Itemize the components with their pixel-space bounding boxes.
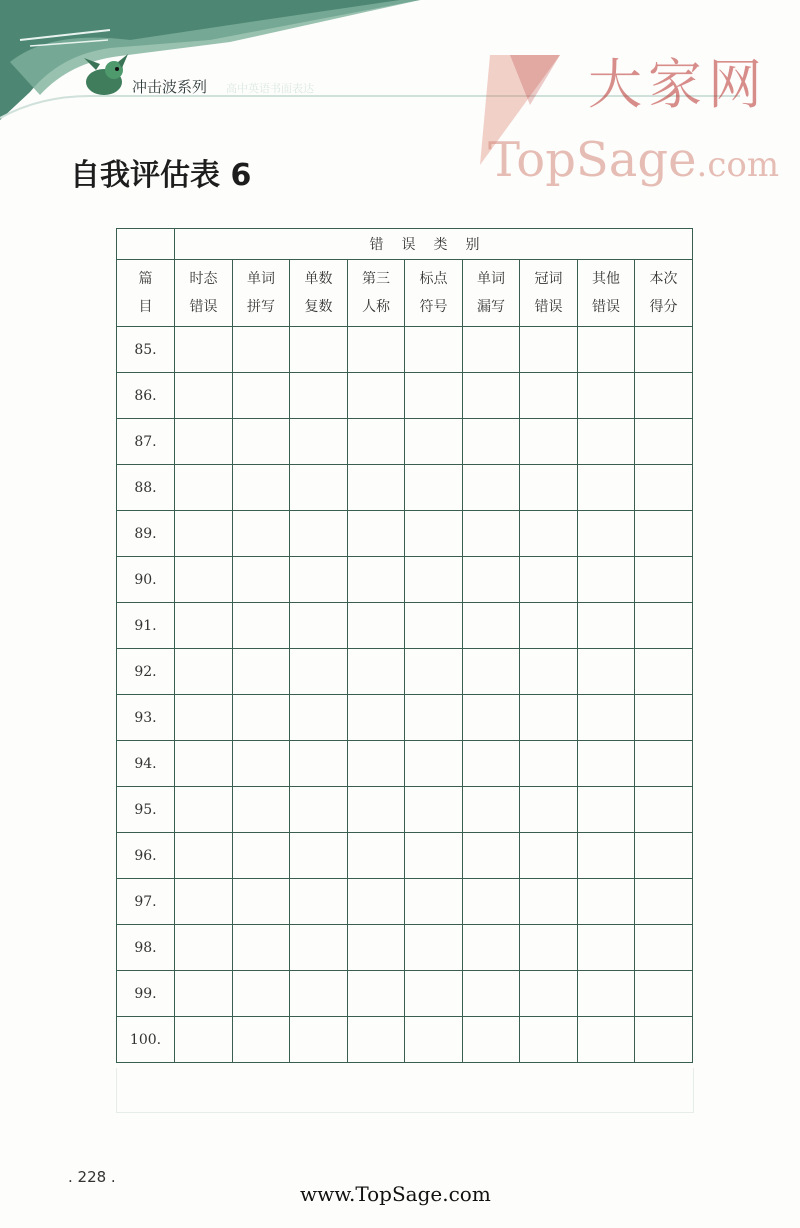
entry-cell[interactable] [578, 741, 635, 787]
column-header [117, 260, 175, 327]
entry-cell[interactable] [175, 603, 233, 649]
passage-number-cell: 85. [117, 327, 175, 373]
entry-cell[interactable] [175, 971, 233, 1017]
column-header-line2: 漏写 [477, 299, 505, 315]
entry-cell[interactable] [405, 419, 463, 465]
column-header-line1: 标点 [419, 271, 448, 287]
faint-extra-row [116, 1068, 694, 1113]
entry-cell[interactable] [405, 603, 463, 649]
entry-cell[interactable] [635, 971, 693, 1017]
column-header-line1: 第三 [362, 271, 390, 287]
entry-cell[interactable] [520, 925, 578, 971]
column-header-line1: 本次 [649, 271, 678, 287]
table-row [117, 879, 693, 925]
entry-cell[interactable] [175, 419, 233, 465]
column-header-line1: 时态 [189, 271, 218, 287]
entry-cell[interactable] [290, 879, 348, 925]
entry-cell[interactable] [348, 327, 405, 373]
entry-cell[interactable] [578, 511, 635, 557]
entry-cell[interactable] [463, 787, 520, 833]
entry-cell[interactable] [520, 465, 578, 511]
entry-cell[interactable] [635, 695, 693, 741]
entry-cell[interactable] [463, 511, 520, 557]
entry-cell[interactable] [290, 1017, 348, 1063]
passage-number-cell: 89. [117, 511, 175, 557]
entry-cell[interactable] [290, 833, 348, 879]
entry-cell[interactable] [290, 373, 348, 419]
footer-url: www.TopSage.com [300, 1182, 491, 1206]
entry-cell[interactable] [348, 465, 405, 511]
entry-cell[interactable] [233, 925, 290, 971]
entry-cell[interactable] [520, 649, 578, 695]
column-header-line1: 冠词 [534, 271, 563, 287]
entry-cell[interactable] [290, 327, 348, 373]
entry-cell[interactable] [348, 925, 405, 971]
passage-number-cell: 98. [117, 925, 175, 971]
table-row [117, 373, 693, 419]
column-header-line2: 人称 [362, 299, 390, 315]
table-header-row [117, 260, 693, 327]
entry-cell[interactable] [635, 373, 693, 419]
entry-cell[interactable] [578, 649, 635, 695]
entry-cell[interactable] [233, 833, 290, 879]
entry-cell[interactable] [405, 327, 463, 373]
entry-cell[interactable] [405, 741, 463, 787]
entry-cell[interactable] [463, 603, 520, 649]
entry-cell[interactable] [290, 465, 348, 511]
entry-cell[interactable] [175, 649, 233, 695]
table-group-row [117, 229, 693, 260]
column-header-line1: 单数 [304, 271, 333, 287]
entry-cell[interactable] [520, 1017, 578, 1063]
entry-cell[interactable] [290, 603, 348, 649]
entry-cell[interactable] [233, 419, 290, 465]
entry-cell[interactable] [520, 741, 578, 787]
error-category-title: 错误类别 [175, 229, 693, 260]
entry-cell[interactable] [175, 787, 233, 833]
entry-cell[interactable] [348, 373, 405, 419]
entry-cell[interactable] [233, 971, 290, 1017]
passage-number-cell: 93. [117, 695, 175, 741]
entry-cell[interactable] [405, 557, 463, 603]
entry-cell[interactable] [290, 741, 348, 787]
entry-cell[interactable] [520, 511, 578, 557]
table-row [117, 603, 693, 649]
entry-cell[interactable] [405, 833, 463, 879]
entry-cell[interactable] [175, 465, 233, 511]
entry-cell[interactable] [635, 603, 693, 649]
entry-cell[interactable] [578, 1017, 635, 1063]
entry-cell[interactable] [520, 603, 578, 649]
entry-cell[interactable] [348, 787, 405, 833]
entry-cell[interactable] [463, 419, 520, 465]
entry-cell[interactable] [175, 1017, 233, 1063]
passage-number-cell: 92. [117, 649, 175, 695]
entry-cell[interactable] [290, 557, 348, 603]
table-row [117, 925, 693, 971]
column-header [175, 260, 233, 327]
entry-cell[interactable] [348, 511, 405, 557]
entry-cell[interactable] [348, 695, 405, 741]
entry-cell[interactable] [348, 833, 405, 879]
entry-cell[interactable] [175, 373, 233, 419]
entry-cell[interactable] [578, 603, 635, 649]
entry-cell[interactable] [348, 419, 405, 465]
entry-cell[interactable] [233, 879, 290, 925]
column-header-line1: 单词 [247, 271, 275, 287]
entry-cell[interactable] [348, 603, 405, 649]
entry-cell[interactable] [463, 557, 520, 603]
entry-cell[interactable] [578, 971, 635, 1017]
entry-cell[interactable] [463, 373, 520, 419]
entry-cell[interactable] [175, 879, 233, 925]
entry-cell[interactable] [635, 879, 693, 925]
entry-cell[interactable] [405, 511, 463, 557]
entry-cell[interactable] [233, 1017, 290, 1063]
entry-cell[interactable] [348, 557, 405, 603]
entry-cell[interactable] [578, 787, 635, 833]
entry-cell[interactable] [290, 695, 348, 741]
passage-number-cell: 96. [117, 833, 175, 879]
entry-cell[interactable] [463, 879, 520, 925]
entry-cell[interactable] [233, 787, 290, 833]
entry-cell[interactable] [635, 465, 693, 511]
entry-cell[interactable] [578, 419, 635, 465]
entry-cell[interactable] [348, 1017, 405, 1063]
column-header-line1: 单词 [477, 271, 505, 287]
entry-cell[interactable] [635, 419, 693, 465]
table-row [117, 557, 693, 603]
self-assessment-table [116, 228, 693, 1063]
entry-cell[interactable] [175, 511, 233, 557]
entry-cell[interactable] [233, 649, 290, 695]
passage-number-cell: 86. [117, 373, 175, 419]
entry-cell[interactable] [520, 971, 578, 1017]
column-header-line1: 篇 [138, 271, 153, 287]
table-row [117, 741, 693, 787]
entry-cell[interactable] [520, 787, 578, 833]
watermark-cn: 大家网 [588, 53, 768, 116]
entry-cell[interactable] [578, 373, 635, 419]
entry-cell[interactable] [290, 511, 348, 557]
table-row [117, 649, 693, 695]
page-title: 自我评估表 6 [70, 158, 252, 193]
column-header-line2: 目 [138, 299, 153, 315]
entry-cell[interactable] [578, 557, 635, 603]
entry-cell[interactable] [405, 373, 463, 419]
column-header [635, 260, 693, 327]
entry-cell[interactable] [463, 971, 520, 1017]
entry-cell[interactable] [233, 327, 290, 373]
table-row [117, 419, 693, 465]
entry-cell[interactable] [520, 419, 578, 465]
entry-cell[interactable] [463, 649, 520, 695]
entry-cell[interactable] [405, 879, 463, 925]
entry-cell[interactable] [463, 327, 520, 373]
entry-cell[interactable] [520, 833, 578, 879]
passage-number-cell: 94. [117, 741, 175, 787]
passage-number-cell: 97. [117, 879, 175, 925]
column-header [578, 260, 635, 327]
entry-cell[interactable] [348, 879, 405, 925]
column-header [348, 260, 405, 327]
table-row [117, 1017, 693, 1063]
entry-cell[interactable] [175, 925, 233, 971]
column-header-line2: 得分 [649, 299, 678, 315]
entry-cell[interactable] [578, 879, 635, 925]
entry-cell[interactable] [175, 557, 233, 603]
entry-cell[interactable] [635, 649, 693, 695]
entry-cell[interactable] [635, 833, 693, 879]
entry-cell[interactable] [233, 603, 290, 649]
entry-cell[interactable] [290, 971, 348, 1017]
entry-cell[interactable] [520, 557, 578, 603]
entry-cell[interactable] [290, 419, 348, 465]
column-header-line2: 错误 [189, 299, 218, 315]
entry-cell[interactable] [463, 925, 520, 971]
entry-cell[interactable] [635, 1017, 693, 1063]
watermark-en-main: TopSage [488, 132, 697, 188]
entry-cell[interactable] [348, 741, 405, 787]
entry-cell[interactable] [175, 833, 233, 879]
page-number: . 228 . [68, 1168, 116, 1186]
passage-number-cell: 91. [117, 603, 175, 649]
entry-cell[interactable] [635, 925, 693, 971]
entry-cell[interactable] [233, 511, 290, 557]
entry-cell[interactable] [175, 741, 233, 787]
entry-cell[interactable] [405, 649, 463, 695]
entry-cell[interactable] [635, 741, 693, 787]
entry-cell[interactable] [233, 465, 290, 511]
entry-cell[interactable] [635, 557, 693, 603]
table-row [117, 511, 693, 557]
series-label: 冲击波系列 [132, 78, 208, 96]
table-row [117, 787, 693, 833]
entry-cell[interactable] [578, 327, 635, 373]
watermark-en [488, 132, 779, 188]
entry-cell[interactable] [463, 695, 520, 741]
passage-number-cell: 99. [117, 971, 175, 1017]
table-row [117, 971, 693, 1017]
entry-cell[interactable] [520, 879, 578, 925]
entry-cell[interactable] [405, 971, 463, 1017]
passage-number-cell: 100. [117, 1017, 175, 1063]
entry-cell[interactable] [175, 695, 233, 741]
entry-cell[interactable] [290, 649, 348, 695]
entry-cell[interactable] [635, 511, 693, 557]
table-row [117, 327, 693, 373]
table-row [117, 465, 693, 511]
entry-cell[interactable] [405, 925, 463, 971]
entry-cell[interactable] [520, 373, 578, 419]
entry-cell[interactable] [578, 925, 635, 971]
entry-cell[interactable] [290, 787, 348, 833]
column-header [405, 260, 463, 327]
entry-cell[interactable] [635, 787, 693, 833]
entry-cell[interactable] [290, 925, 348, 971]
entry-cell[interactable] [233, 695, 290, 741]
entry-cell[interactable] [463, 465, 520, 511]
column-header-line2: 错误 [534, 299, 563, 315]
entry-cell[interactable] [348, 971, 405, 1017]
table-row [117, 695, 693, 741]
entry-cell[interactable] [578, 833, 635, 879]
column-header-line2: 拼写 [247, 299, 275, 315]
entry-cell[interactable] [635, 327, 693, 373]
series-subtitle: 高中英语书面表达 [226, 82, 314, 95]
entry-cell[interactable] [463, 833, 520, 879]
column-header [233, 260, 290, 327]
table-row [117, 833, 693, 879]
passage-number-cell: 87. [117, 419, 175, 465]
entry-cell[interactable] [405, 465, 463, 511]
entry-cell[interactable] [233, 373, 290, 419]
passage-number-cell: 88. [117, 465, 175, 511]
entry-cell[interactable] [405, 695, 463, 741]
corner-cell [117, 229, 175, 260]
entry-cell[interactable] [405, 787, 463, 833]
watermark-en-suffix: .com [696, 145, 780, 185]
entry-cell[interactable] [233, 741, 290, 787]
column-header [520, 260, 578, 327]
passage-number-cell: 90. [117, 557, 175, 603]
entry-cell[interactable] [578, 465, 635, 511]
entry-cell[interactable] [405, 1017, 463, 1063]
entry-cell[interactable] [578, 695, 635, 741]
entry-cell[interactable] [463, 741, 520, 787]
entry-cell[interactable] [463, 1017, 520, 1063]
column-header-line1: 其他 [592, 271, 620, 287]
entry-cell[interactable] [175, 327, 233, 373]
entry-cell[interactable] [520, 695, 578, 741]
entry-cell[interactable] [520, 327, 578, 373]
column-header [290, 260, 348, 327]
column-header-line2: 复数 [304, 299, 333, 315]
column-header-line2: 符号 [419, 299, 448, 315]
entry-cell[interactable] [233, 557, 290, 603]
column-header-line2: 错误 [592, 299, 620, 315]
entry-cell[interactable] [348, 649, 405, 695]
passage-number-cell: 95. [117, 787, 175, 833]
column-header [463, 260, 520, 327]
